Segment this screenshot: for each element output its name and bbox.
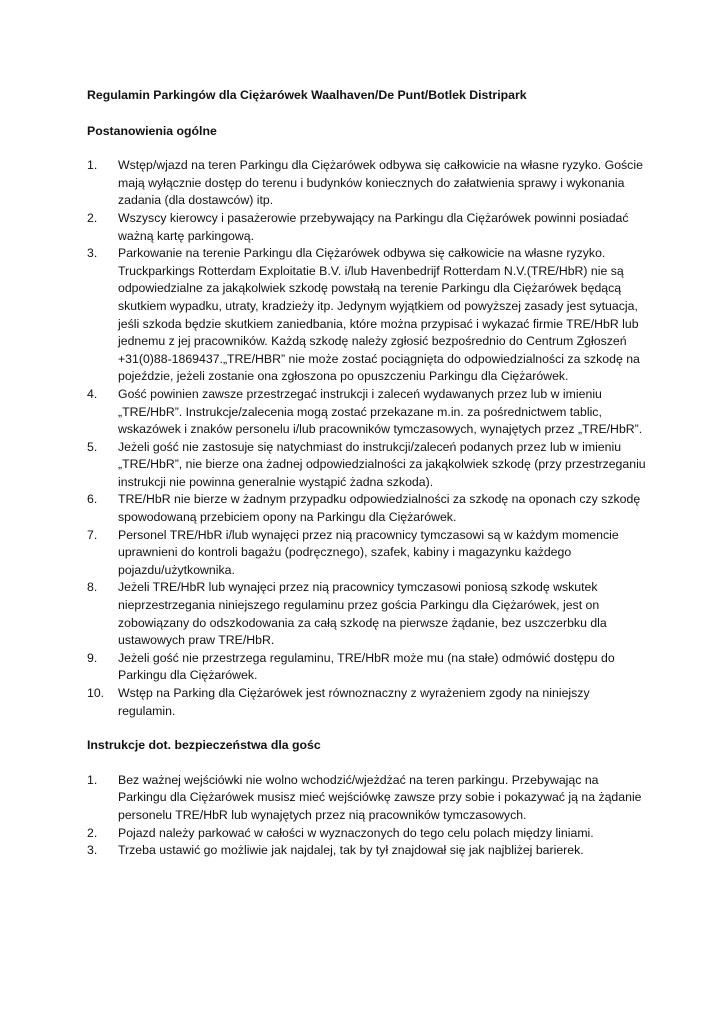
item-number: 9.	[87, 650, 98, 665]
document-page	[87, 87, 647, 860]
item-number: 7.	[87, 527, 98, 542]
item-number: 2.	[87, 825, 98, 840]
list-item	[87, 491, 647, 526]
item-text: Jeżeli TRE/HbR lub wynajęci przez nią pracownicy tymczasowi poniosą szkodę wskutek nieprzestrzegania niniejszego regulaminu przez gościa Parkingu dla Ciężarówek, jest on zobowiązany do odszkodowania za całą szkodę na pierwsze żądanie, bez uszczerbku dla ustawowych praw TRE/HbR.	[118, 580, 607, 648]
list-item	[87, 157, 647, 210]
item-text: TRE/HbR nie bierze w żadnym przypadku odpowiedzialności za szkodę na oponach czy szkodę spowodowaną przebiciem opony na Parkingu dla Ciężarówek.	[118, 492, 641, 525]
list-item	[87, 579, 647, 649]
item-text: Gość powinien zawsze przestrzegać instrukcji i zaleceń wydawanych przez lub w imieniu „TRE/HbR”. Instrukcje/zalecenia mogą zostać przekazane m.in. za pośrednictwem tablic, wskazówek i znaków personelu i/lub pracowników tymczasowych, wynajętych przez „TRE/HbR”.	[118, 386, 643, 437]
item-number: 2.	[87, 210, 98, 225]
section-heading-general: Postanowienia ogólne	[87, 123, 217, 138]
list-item	[87, 772, 647, 825]
item-number: 5.	[87, 439, 98, 454]
safety-instructions-list	[87, 772, 647, 860]
list-item	[87, 527, 647, 580]
item-number: 8.	[87, 580, 98, 595]
item-number: 1.	[87, 772, 98, 787]
list-item	[87, 245, 647, 386]
item-text: Wszyscy kierowcy i pasażerowie przebywający na Parkingu dla Ciężarówek powinni posiadać ważną kartę parkingową.	[118, 210, 629, 243]
list-item	[87, 685, 647, 720]
item-text: Bez ważnej wejściówki nie wolno wchodzić/wjeżdżać na teren parkingu. Przebywając na Parkingu dla Ciężarówek musisz mieć wejściówkę zawsze przy sobie i pokazywać ją na żądanie personelu TRE/HbR lub wynajętych przez nią pracowników tymczasowych.	[118, 772, 642, 822]
list-item	[87, 386, 647, 439]
general-provisions-list	[87, 157, 647, 720]
section-spacer	[87, 720, 647, 737]
item-text: Pojazd należy parkować w całości w wyznaczonych do tego celu polach między liniami.	[118, 825, 594, 840]
list-item	[87, 842, 647, 860]
item-text: Jeżeli gość nie przestrzega regulaminu, TRE/HbR może mu (na stałe) odmówić dostępu do Parkingu dla Ciężarówek.	[118, 650, 615, 683]
item-number: 3.	[87, 246, 98, 261]
item-number: 3.	[87, 843, 98, 858]
item-text: Personel TRE/HbR i/lub wynajęci przez nią pracownicy tymczasowi są w każdym momencie uprawnieni do kontroli bagażu (podręcznego), szafek, kabiny i magazynku każdego pojazdu/użytkownika.	[118, 527, 619, 577]
item-text: Wstęp/wjazd na teren Parkingu dla Ciężarówek odbywa się całkowicie na własne ryzyko. Goście mają wyłącznie dostęp do terenu i budynków koniecznych do załatwienia sprawy i wykonania zadania (dla dostawców) itp.	[118, 158, 643, 208]
list-item	[87, 210, 647, 245]
section-heading-safety: Instrukcje dot. bezpieczeństwa dla gośc	[87, 738, 321, 753]
item-number: 4.	[87, 386, 98, 401]
item-text: Parkowanie na terenie Parkingu dla Ciężarówek odbywa się całkowicie na własne ryzyko. Truckparkings Rotterdam Exploitatie B.V. i/lub Havenbedrijf Rotterdam N.V.(TRE/HbR) nie są odpowiedzialne za jakąkolwiek szkodę powstałą na terenie Parkingu dla Ciężarówek będącą skutkiem wypadku, utraty, kradzieży itp. Jedynym wyjątkiem od powyższej zasady jest sytuacja, jeśli szkoda będzie skutkiem zaniedbania, które można przypisać i wykazać firmie TRE/HbR lub jednemu z jej pracowników. Każdą szkodę należy zgłosić bezpośrednio do Centrum Zgłoszeń +31(0)88-1869437.„TRE/HBR” nie może zostać pociągnięta do odpowiedzialności za szkodę na pojeździe, jeżeli zostanie ona zgłoszona po opuszczeniu Parkingu dla Ciężarówek.	[118, 246, 640, 384]
item-number: 10.	[87, 686, 105, 700]
list-item	[87, 825, 647, 843]
item-number: 6.	[87, 492, 98, 507]
list-item	[87, 650, 647, 685]
document-title: Regulamin Parkingów dla Ciężarówek Waalhaven/De Punt/Botlek Distripark	[87, 88, 527, 102]
list-item	[87, 439, 647, 492]
item-text: Jeżeli gość nie zastosuje się natychmiast do instrukcji/zaleceń podanych przez lub w imieniu „TRE/HbR”, nie bierze ona żadnej odpowiedzialności za jakąkolwiek szkodę (przy przestrzeganiu instrukcji nie powinna generalnie wystąpić żadna szkoda).	[118, 439, 646, 489]
item-text: Trzeba ustawić go możliwie jak najdalej, tak by tył znajdował się jak najbliżej barierek.	[118, 843, 584, 858]
item-text: Wstęp na Parking dla Ciężarówek jest równoznaczny z wyrażeniem zgody na niniejszy regulamin.	[118, 686, 590, 718]
item-number: 1.	[87, 158, 98, 173]
